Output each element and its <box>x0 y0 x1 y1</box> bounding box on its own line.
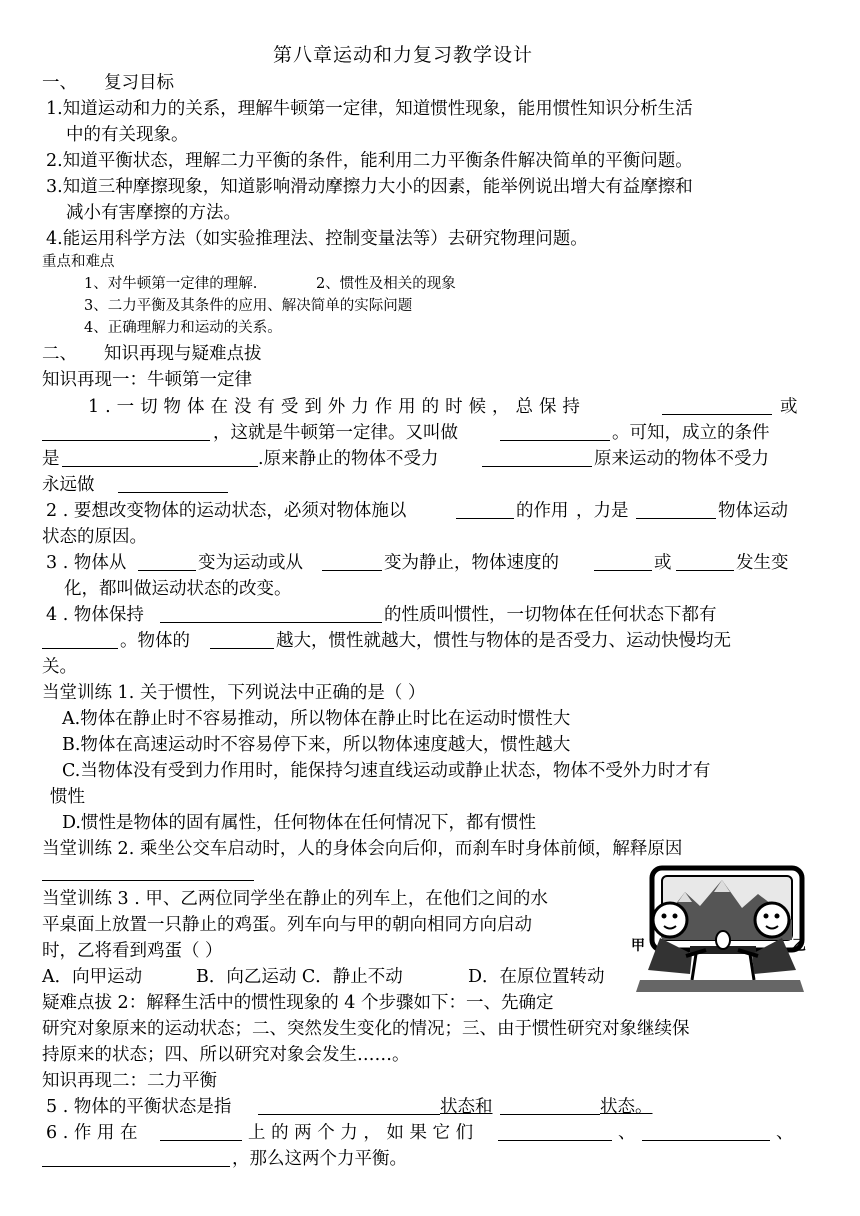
answer-blank[interactable] <box>118 476 228 493</box>
practice-stem: 当堂训练 3 . 甲、乙两位同学坐在静止的列车上，在他们之间的水 <box>42 889 548 909</box>
question-text: ，力是 <box>576 501 629 521</box>
person-jia-head <box>653 903 687 937</box>
goal-line: 2.知道平衡状态，理解二力平衡的条件，能利用二力平衡条件解决简单的平衡问题。 <box>46 151 693 171</box>
question-text: 6 . 作 用 在 <box>46 1123 138 1143</box>
seat <box>636 980 804 992</box>
key-point: 3、二力平衡及其条件的应用、解决简单的实际问题 <box>84 298 413 314</box>
choice-option: C.当物体没有受到力作用时，能保持匀速直线运动或静止状态，物体不受外力时才有 <box>62 761 711 781</box>
question-text: 原来运动的物体不受力 <box>594 449 769 469</box>
page-title: 第八章运动和力复习教学设计 <box>273 44 534 66</box>
answer-blank[interactable] <box>160 1124 242 1141</box>
question-text: 4 . 物体保持 <box>46 605 144 625</box>
question-text: 2 . 要想改变物体的运动状态，必须对物体施以 <box>46 501 407 521</box>
goal-line: 中的有关现象。 <box>66 125 189 145</box>
section-number: 二、 <box>42 344 77 364</box>
answer-blank[interactable] <box>456 502 514 519</box>
question-text: 上 的 两 个 力 ， 如 果 它 们 <box>248 1123 474 1143</box>
question-text: 的作用 <box>516 501 569 521</box>
label-yi: 乙 <box>792 938 806 954</box>
choice-option: D．在原位置转动 <box>468 967 605 987</box>
question-text: 物体运动 <box>718 501 788 521</box>
choice-option: B．向乙运动 C．静止不动 <box>196 967 403 987</box>
question-text: ，这就是牛顿第一定律。又叫做 <box>213 423 458 443</box>
choice-option: A.物体在静止时不容易推动，所以物体在静止时比在运动时惯性大 <box>62 709 571 729</box>
question-text: 的性质叫惯性，一切物体在任何状态下都有 <box>384 605 717 625</box>
answer-line[interactable] <box>42 880 254 881</box>
goal-line: 减小有害摩擦的方法。 <box>66 203 241 223</box>
answer-blank[interactable] <box>636 502 716 519</box>
question-text: 1 . 一 切 物 体 在 没 有 受 到 外 力 作 用 的 时 候 ， 总 保 持 <box>88 397 581 417</box>
choice-option: B.物体在高速运动时不容易停下来，所以物体速度越大，惯性越大 <box>62 735 571 755</box>
answer-blank[interactable] <box>42 632 118 649</box>
train-egg-illustration <box>630 862 810 997</box>
answer-blank[interactable] <box>258 1098 440 1115</box>
choice-option: D.惯性是物体的固有属性，任何物体在任何情况下，都有惯性 <box>62 813 536 833</box>
question-text: 变为静止，物体速度的 <box>384 553 559 573</box>
question-text: 越大，惯性就越大，惯性与物体的是否受力、运动快慢均无 <box>276 631 731 651</box>
question-text: 、 <box>776 1123 794 1143</box>
question-text: 状态。 <box>600 1097 653 1117</box>
question-text: 。物体的 <box>120 631 190 651</box>
answer-blank[interactable] <box>42 1150 230 1167</box>
answer-blank[interactable] <box>138 554 196 571</box>
label-jia: 甲 <box>631 938 645 954</box>
answer-blank[interactable] <box>160 606 382 623</box>
tip-text: 研究对象原来的运动状态；二、突然发生变化的情况；三、由于惯性研究对象继续保 <box>42 1019 690 1039</box>
knowledge-heading: 知识再现一：牛顿第一定律 <box>42 370 252 390</box>
question-text: 或 <box>780 397 798 417</box>
practice-stem: 时，乙将看到鸡蛋（ ） <box>42 941 223 961</box>
answer-blank[interactable] <box>42 424 210 441</box>
question-text: 。可知，成立的条件 <box>612 423 770 443</box>
choice-option: A．向甲运动 <box>42 967 143 987</box>
question-text: 3 . 物体从 <box>46 553 127 573</box>
answer-blank[interactable] <box>500 1098 600 1115</box>
answer-blank[interactable] <box>500 424 610 441</box>
section-heading: 复习目标 <box>104 73 174 93</box>
answer-blank[interactable] <box>676 554 734 571</box>
answer-blank[interactable] <box>322 554 382 571</box>
choice-option: 惯性 <box>50 787 85 807</box>
question-text: 关。 <box>42 657 77 677</box>
question-text: 发生变 <box>736 553 789 573</box>
question-text: .原来静止的物体不受力 <box>258 449 439 469</box>
question-text: 变为运动或从 <box>198 553 303 573</box>
answer-blank[interactable] <box>642 1124 770 1141</box>
question-text: ，那么这两个力平衡。 <box>232 1149 407 1169</box>
tip-text: 持原来的状态；四、所以研究对象会发生……。 <box>42 1045 410 1065</box>
section-heading: 知识再现与疑难点拔 <box>104 344 262 364</box>
question-text: 永远做 <box>42 475 95 495</box>
answer-blank[interactable] <box>62 450 258 467</box>
knowledge-heading: 知识再现二：二力平衡 <box>42 1071 217 1091</box>
key-point: 4、正确理解力和运动的关系。 <box>84 320 282 336</box>
question-text: 、 <box>618 1123 636 1143</box>
practice-stem: 当堂训练 2. 乘坐公交车启动时，人的身体会向后仰，而刹车时身体前倾，解释原因 <box>42 839 683 859</box>
answer-blank[interactable] <box>482 450 592 467</box>
question-text: 5 . 物体的平衡状态是指 <box>46 1097 232 1117</box>
goal-line: 4.能运用科学方法（如实验推理法、控制变量法等）去研究物理问题。 <box>46 229 588 249</box>
answer-blank[interactable] <box>498 1124 612 1141</box>
practice-stem: 平桌面上放置一只静止的鸡蛋。列车向与甲的朝向相同方向启动 <box>42 915 532 935</box>
section-number: 一、 <box>42 73 77 93</box>
goal-line: 3.知道三种摩擦现象，知道影响滑动摩擦力大小的因素，能举例说出增大有益摩擦和 <box>46 177 693 197</box>
key-points-heading: 重点和难点 <box>42 254 115 270</box>
question-text: 状态和 <box>440 1097 493 1117</box>
tip-text: 疑难点拔 2：解释生活中的惯性现象的 4 个步骤如下：一、先确定 <box>42 993 554 1013</box>
egg <box>716 931 730 949</box>
question-text: 状态的原因。 <box>42 527 147 547</box>
answer-blank[interactable] <box>594 554 652 571</box>
practice-stem: 当堂训练 1. 关于惯性，下列说法中正确的是（ ） <box>42 683 426 703</box>
answer-blank[interactable] <box>210 632 274 649</box>
answer-blank[interactable] <box>662 398 772 415</box>
key-point: 2、惯性及相关的现象 <box>316 276 456 292</box>
key-point: 1、对牛顿第一定律的理解. <box>84 276 258 292</box>
question-text: 化，都叫做运动状态的改变。 <box>64 579 292 599</box>
question-text: 是 <box>42 449 60 469</box>
question-text: 或 <box>654 553 672 573</box>
goal-line: 1.知道运动和力的关系，理解牛顿第一定律，知道惯性现象，能用惯性知识分析生活 <box>46 99 693 119</box>
person-yi-head <box>755 903 789 937</box>
